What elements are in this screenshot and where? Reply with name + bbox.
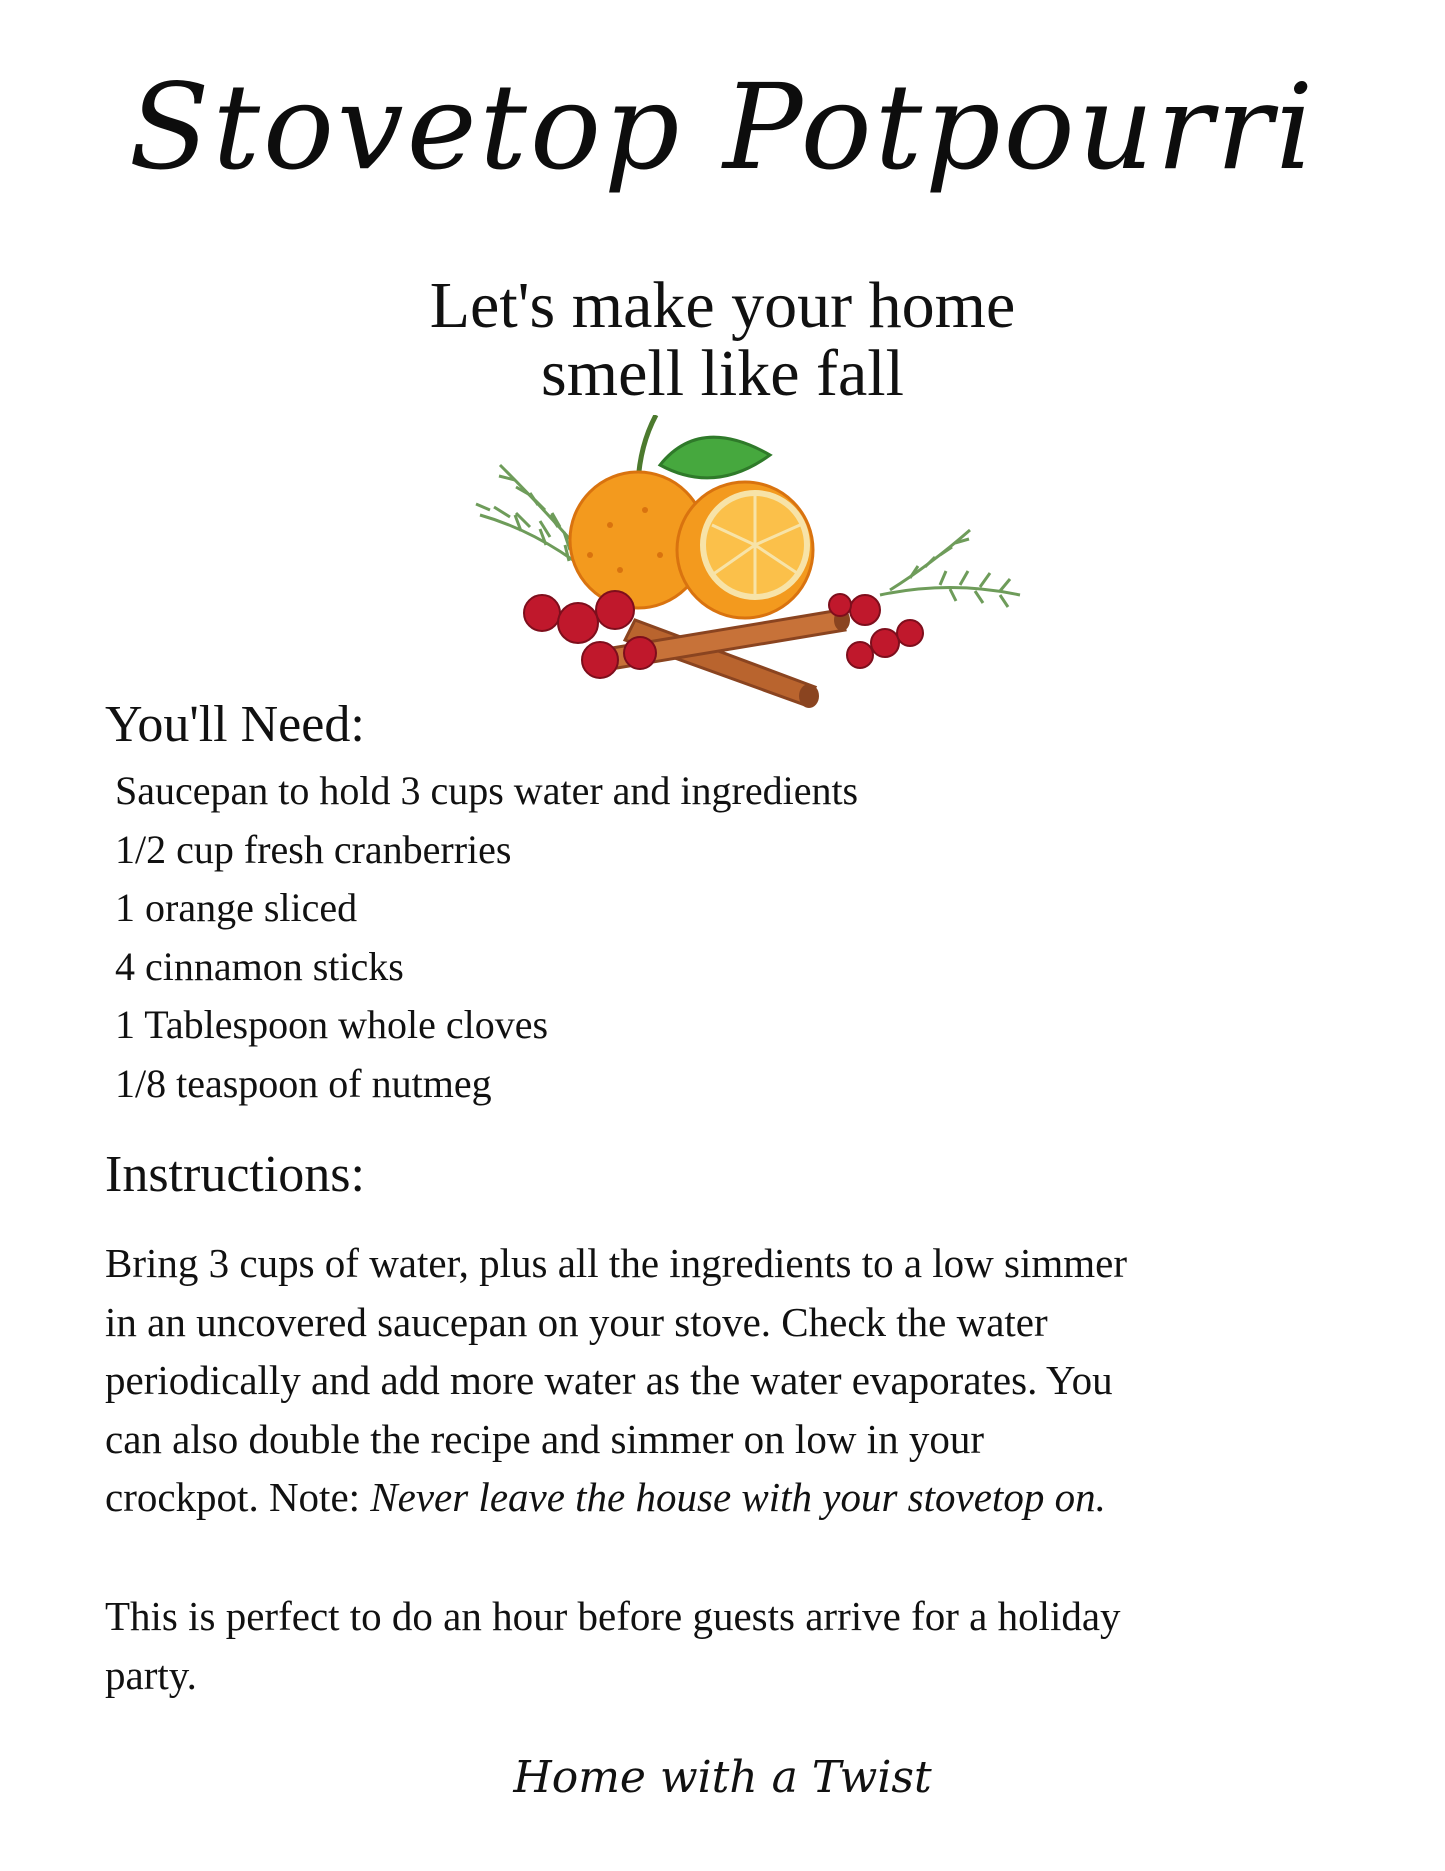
instructions-line: Bring 3 cups of water, plus all the ingredients to a low simmer — [105, 1240, 1128, 1286]
instructions-paragraph — [105, 1234, 1345, 1527]
ingredients-heading: You'll Need: — [105, 696, 365, 753]
page-subtitle — [0, 269, 1445, 410]
subtitle-line: smell like fall — [541, 337, 904, 410]
instructions-line — [105, 1468, 1345, 1527]
instructions-heading: Instructions: — [105, 1146, 365, 1203]
list-item: 1 orange sliced — [115, 885, 358, 931]
safety-note: Never leave the house with your stovetop on. — [370, 1474, 1106, 1520]
list-item: 1/2 cup fresh cranberries — [115, 826, 512, 872]
instructions-line: in an uncovered saucepan on your stove. Check the water — [105, 1298, 1048, 1345]
list-item: 1/8 teaspoon of nutmeg — [115, 1060, 492, 1106]
brand-signature: Home with a Twist — [513, 1752, 932, 1803]
list-item: 1 Tablespoon whole cloves — [115, 1002, 549, 1048]
orange-cinnamon-cranberry-illustration — [460, 415, 1030, 715]
page-title: Stovetop Potpourri — [128, 58, 1317, 196]
instructions-line: can also double the recipe and simmer on low in your — [105, 1415, 984, 1462]
instructions-line: periodically and add more water as the water evaporates. You — [105, 1357, 1113, 1403]
leaf-icon — [660, 437, 770, 478]
closing-line: party. — [105, 1651, 197, 1698]
ingredients-list — [115, 762, 858, 1114]
list-item: 4 cinnamon sticks — [115, 943, 404, 989]
subtitle-line: Let's make your home — [429, 269, 1016, 342]
rosemary-sprig-icon — [880, 530, 1020, 607]
orange-half-icon — [677, 482, 813, 618]
closing-line: This is perfect to do an hour before guests arrive for a holiday — [105, 1593, 1121, 1639]
note-prefix: crockpot. Note: — [105, 1474, 371, 1520]
closing-paragraph — [105, 1587, 1345, 1704]
list-item: Saucepan to hold 3 cups water and ingredients — [115, 768, 859, 813]
